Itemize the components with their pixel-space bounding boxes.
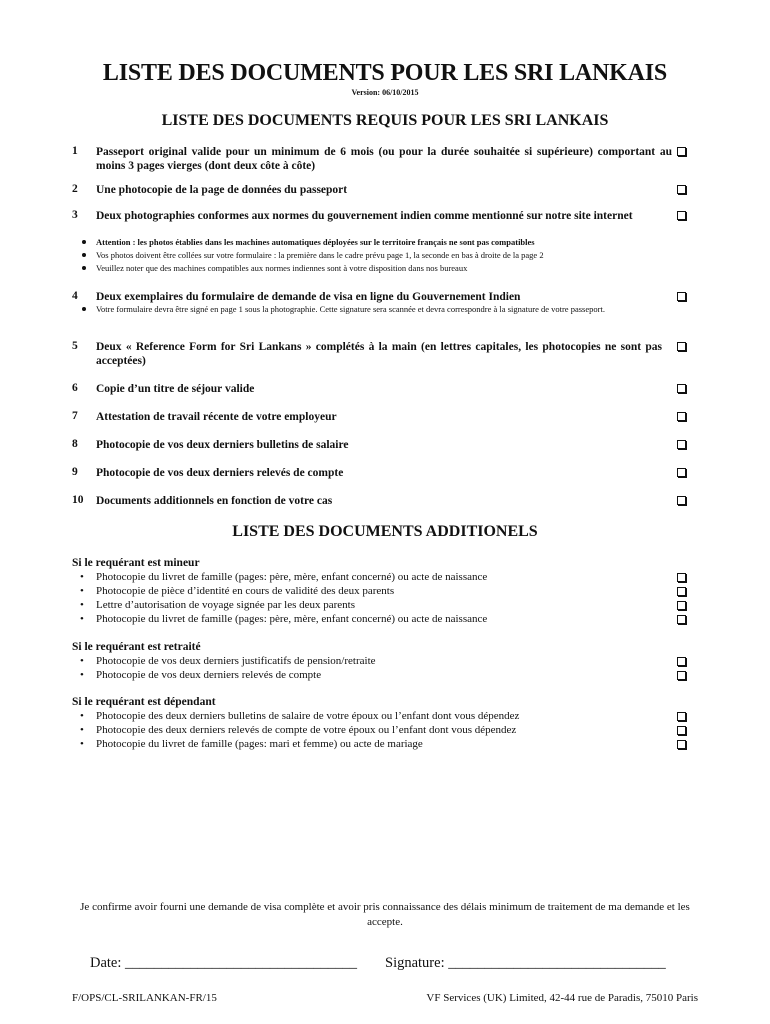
checkbox[interactable] <box>677 468 686 477</box>
bullet-icon: • <box>80 599 84 611</box>
checkbox[interactable] <box>677 615 686 624</box>
checkbox[interactable] <box>677 740 686 749</box>
list-item <box>72 612 698 626</box>
checkbox[interactable] <box>677 587 686 596</box>
signature-field[interactable]: Signature: ______________________________ <box>385 955 666 971</box>
checkbox[interactable] <box>677 671 686 680</box>
item-text: Photocopie des deux derniers bulletins de salaire de votre époux ou l’enfant dont vous dépendez <box>96 710 520 722</box>
item-text: Deux photographies conformes aux normes du gouvernement indien comme mentionné sur notre site internet <box>96 210 633 222</box>
item-text: Photocopie de vos deux derniers relevés de compte <box>96 467 344 479</box>
item-text: Photocopie du livret de famille (pages: père, mère, enfant concerné) ou acte de naissance <box>96 571 488 583</box>
checkbox[interactable] <box>677 712 686 721</box>
note-text: Veuillez noter que des machines compatibles aux normes indiennes sont à votre disposition dans nos bureaux <box>96 263 468 273</box>
list-item <box>72 723 698 737</box>
checkbox[interactable] <box>677 342 686 351</box>
section-heading: Si le requérant est dépendant <box>72 696 216 708</box>
item-number: 3 <box>72 209 78 221</box>
note-row <box>82 236 682 249</box>
item-number: 5 <box>72 340 78 352</box>
item-number: 4 <box>72 290 78 302</box>
item-4-notes <box>82 303 678 316</box>
list-item <box>72 654 698 668</box>
note-text: Vos photos doivent être collées sur votre formulaire : la première dans le cadre prévu page 1, la seconde en bas à droite de la page 2 <box>96 250 544 260</box>
checkbox[interactable] <box>677 601 686 610</box>
checkbox[interactable] <box>677 147 686 156</box>
note-row <box>82 249 682 262</box>
item-number: 6 <box>72 382 78 394</box>
item-number: 9 <box>72 466 78 478</box>
note-row <box>82 303 678 316</box>
bullet-dot-icon <box>82 307 86 311</box>
note-row <box>82 262 682 275</box>
item-text: Documents additionnels en fonction de votre cas <box>96 495 333 507</box>
bullet-dot-icon <box>82 253 86 257</box>
item-text: Photocopie de vos deux derniers justificatifs de pension/retraite <box>96 655 376 667</box>
item-text: Deux « Reference Form for Sri Lankans » complétés à la main (en lettres capitales, les photocopies ne sont pas acceptées) <box>96 341 662 367</box>
note-text: Attention : les photos établies dans les machines automatiques déployées sur le territoire français ne sont pas compatibles <box>96 237 535 247</box>
checkbox[interactable] <box>677 657 686 666</box>
item-text: Attestation de travail récente de votre employeur <box>96 411 337 423</box>
checkbox[interactable] <box>677 573 686 582</box>
item-text: Photocopie des deux derniers relevés de compte de votre époux ou l’enfant dont vous dépendez <box>96 724 517 736</box>
checkbox[interactable] <box>677 726 686 735</box>
item-number: 1 <box>72 145 78 157</box>
item-number: 2 <box>72 183 78 195</box>
item-text: Photocopie du livret de famille (pages: mari et femme) ou acte de mariage <box>96 738 423 750</box>
note-text: Votre formulaire devra être signé en page 1 sous la photographie. Cette signature sera scannée et devra correspondre à la signature de votre passeport. <box>96 304 605 314</box>
date-field[interactable]: Date: ________________________________ <box>90 955 358 971</box>
bullet-icon: • <box>80 669 84 681</box>
footer-address: VF Services (UK) Limited, 42-44 rue de Paradis, 75010 Paris <box>426 992 698 1004</box>
item-number: 7 <box>72 410 78 422</box>
bullet-icon: • <box>80 613 84 625</box>
list-item <box>72 584 698 598</box>
bullet-icon: • <box>80 571 84 583</box>
item-text: Photocopie du livret de famille (pages: père, mère, enfant concerné) ou acte de naissance <box>96 613 488 625</box>
item-number: 10 <box>72 494 84 506</box>
version-label: Version: 06/10/2015 <box>351 88 419 97</box>
checkbox[interactable] <box>677 496 686 505</box>
item-text: Une photocopie de la page de données du passeport <box>96 184 348 196</box>
bullet-icon: • <box>80 710 84 722</box>
checkbox[interactable] <box>677 412 686 421</box>
additional-section-retired <box>72 640 698 682</box>
item-text: Copie d’un titre de séjour valide <box>96 383 255 395</box>
bullet-icon: • <box>80 738 84 750</box>
confirmation-statement: Je confirme avoir fourni une demande de visa complète et avoir pris connaissance des délais minimum de traitement de ma demande et les accepte. <box>80 901 690 928</box>
checkbox[interactable] <box>677 211 686 220</box>
item-text: Deux exemplaires du formulaire de demande de visa en ligne du Gouvernement Indien <box>96 291 521 303</box>
footer-reference: F/OPS/CL-SRILANKAN-FR/15 <box>72 992 217 1004</box>
bullet-icon: • <box>80 724 84 736</box>
bullet-icon: • <box>80 585 84 597</box>
checkbox[interactable] <box>677 384 686 393</box>
item-3-notes <box>82 236 682 275</box>
item-text: Photocopie de pièce d’identité en cours de validité des deux parents <box>96 585 395 597</box>
required-heading: LISTE DES DOCUMENTS REQUIS POUR LES SRI LANKAIS <box>161 112 609 129</box>
list-item <box>72 668 698 682</box>
checkbox[interactable] <box>677 292 686 301</box>
checkbox[interactable] <box>677 185 686 194</box>
item-number: 8 <box>72 438 78 450</box>
item-text: Photocopie de vos deux derniers relevés de compte <box>96 669 322 681</box>
bullet-icon: • <box>80 655 84 667</box>
document-title: LISTE DES DOCUMENTS POUR LES SRI LANKAIS <box>102 60 668 86</box>
item-text: Photocopie de vos deux derniers bulletins de salaire <box>96 439 349 451</box>
list-item <box>72 737 698 751</box>
item-text: Passeport original valide pour un minimum de 6 mois (ou pour la durée souhaitée si supérieure) comportant au moins 3 pages vierges (dont deux côte à côte) <box>96 146 672 172</box>
bullet-dot-icon <box>82 240 86 244</box>
section-heading: Si le requérant est retraité <box>72 641 201 653</box>
checkbox[interactable] <box>677 440 686 449</box>
list-item <box>72 598 698 612</box>
bullet-dot-icon <box>82 266 86 270</box>
item-text: Lettre d’autorisation de voyage signée par les deux parents <box>96 599 356 611</box>
additional-heading: LISTE DES DOCUMENTS ADDITIONELS <box>232 523 538 540</box>
list-item <box>72 570 698 584</box>
section-heading: Si le requérant est mineur <box>72 557 200 569</box>
list-item <box>72 709 698 723</box>
additional-section-minor <box>72 556 698 626</box>
additional-section-dependent <box>72 695 698 751</box>
